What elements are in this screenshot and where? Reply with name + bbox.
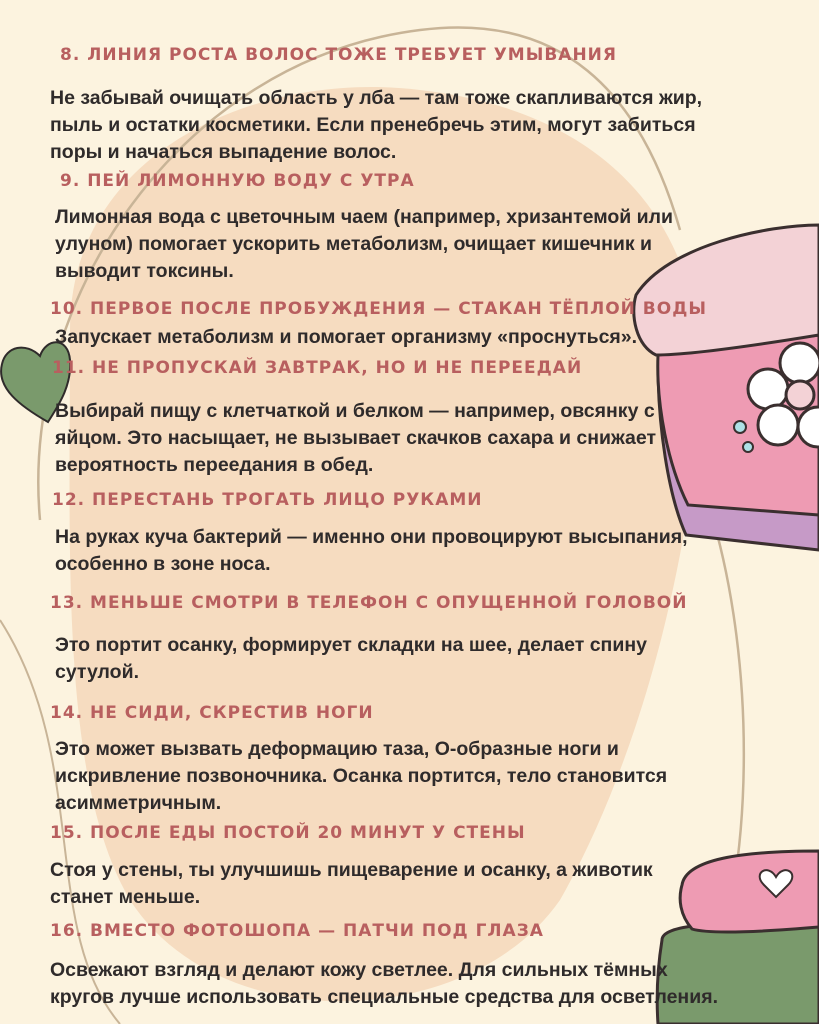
tip-text: Выбирай пищу с клетчаткой и белком — например, овсянку с яйцом. Это насыщает, не вызывает скачков сахара и снижает вероятность переедания в обед. <box>55 400 657 476</box>
tip-text: Лимонная вода с цветочным чаем (например, хризантемой или улуном) помогает ускорить метаболизм, очищает кишечник и выводит токсины. <box>55 206 674 282</box>
tip-text: Это портит осанку, формирует складки на шее, делает спину сутулой. <box>55 634 647 683</box>
tip-heading: 8. ЛИНИЯ РОСТА ВОЛОС ТОЖЕ ТРЕБУЕТ УМЫВАНИЯ <box>60 45 617 65</box>
tip-heading: 13. МЕНЬШЕ СМОТРИ В ТЕЛЕФОН С ОПУЩЕННОЙ ГОЛОВОЙ <box>50 593 688 613</box>
tip-heading: 15. ПОСЛЕ ЕДЫ ПОСТОЙ 20 МИНУТ У СТЕНЫ <box>50 823 526 843</box>
tip-heading: 10. ПЕРВОЕ ПОСЛЕ ПРОБУЖДЕНИЯ — СТАКАН ТЁПЛОЙ ВОДЫ <box>50 299 707 319</box>
tip-heading: 14. НЕ СИДИ, СКРЕСТИВ НОГИ <box>50 703 374 723</box>
tip-text: На руках куча бактерий — именно они провоцируют высыпания, особенно в зоне носа. <box>55 526 688 575</box>
tip-heading: 16. ВМЕСТО ФОТОШОПА — ПАТЧИ ПОД ГЛАЗА <box>50 921 544 941</box>
tip-text: Не забывай очищать область у лба — там тоже скапливаются жир, пыль и остатки косметики. Если пренебречь этим, могут забиться поры и начаться выпадение волос. <box>50 87 703 163</box>
tip-text: Запускает метаболизм и помогает организму «проснуться». <box>55 326 638 348</box>
tip-heading: 12. ПЕРЕСТАНЬ ТРОГАТЬ ЛИЦО РУКАМИ <box>52 490 483 510</box>
tip-heading: 11. НЕ ПРОПУСКАЙ ЗАВТРАК, НО И НЕ ПЕРЕЕДАЙ <box>52 358 583 378</box>
tip-text: Стоя у стены, ты улучшишь пищеварение и осанку, а животик станет меньше. <box>50 859 653 908</box>
tip-heading: 9. ПЕЙ ЛИМОННУЮ ВОДУ С УТРА <box>60 171 415 191</box>
tip-text: Это может вызвать деформацию таза, О-образные ноги и искривление позвоночника. Осанка портится, тело становится асимметричным. <box>55 738 668 814</box>
tip-text: Освежают взгляд и делают кожу светлее. Для сильных тёмных кругов лучше использовать специальные средства для осветления. <box>50 959 718 1008</box>
